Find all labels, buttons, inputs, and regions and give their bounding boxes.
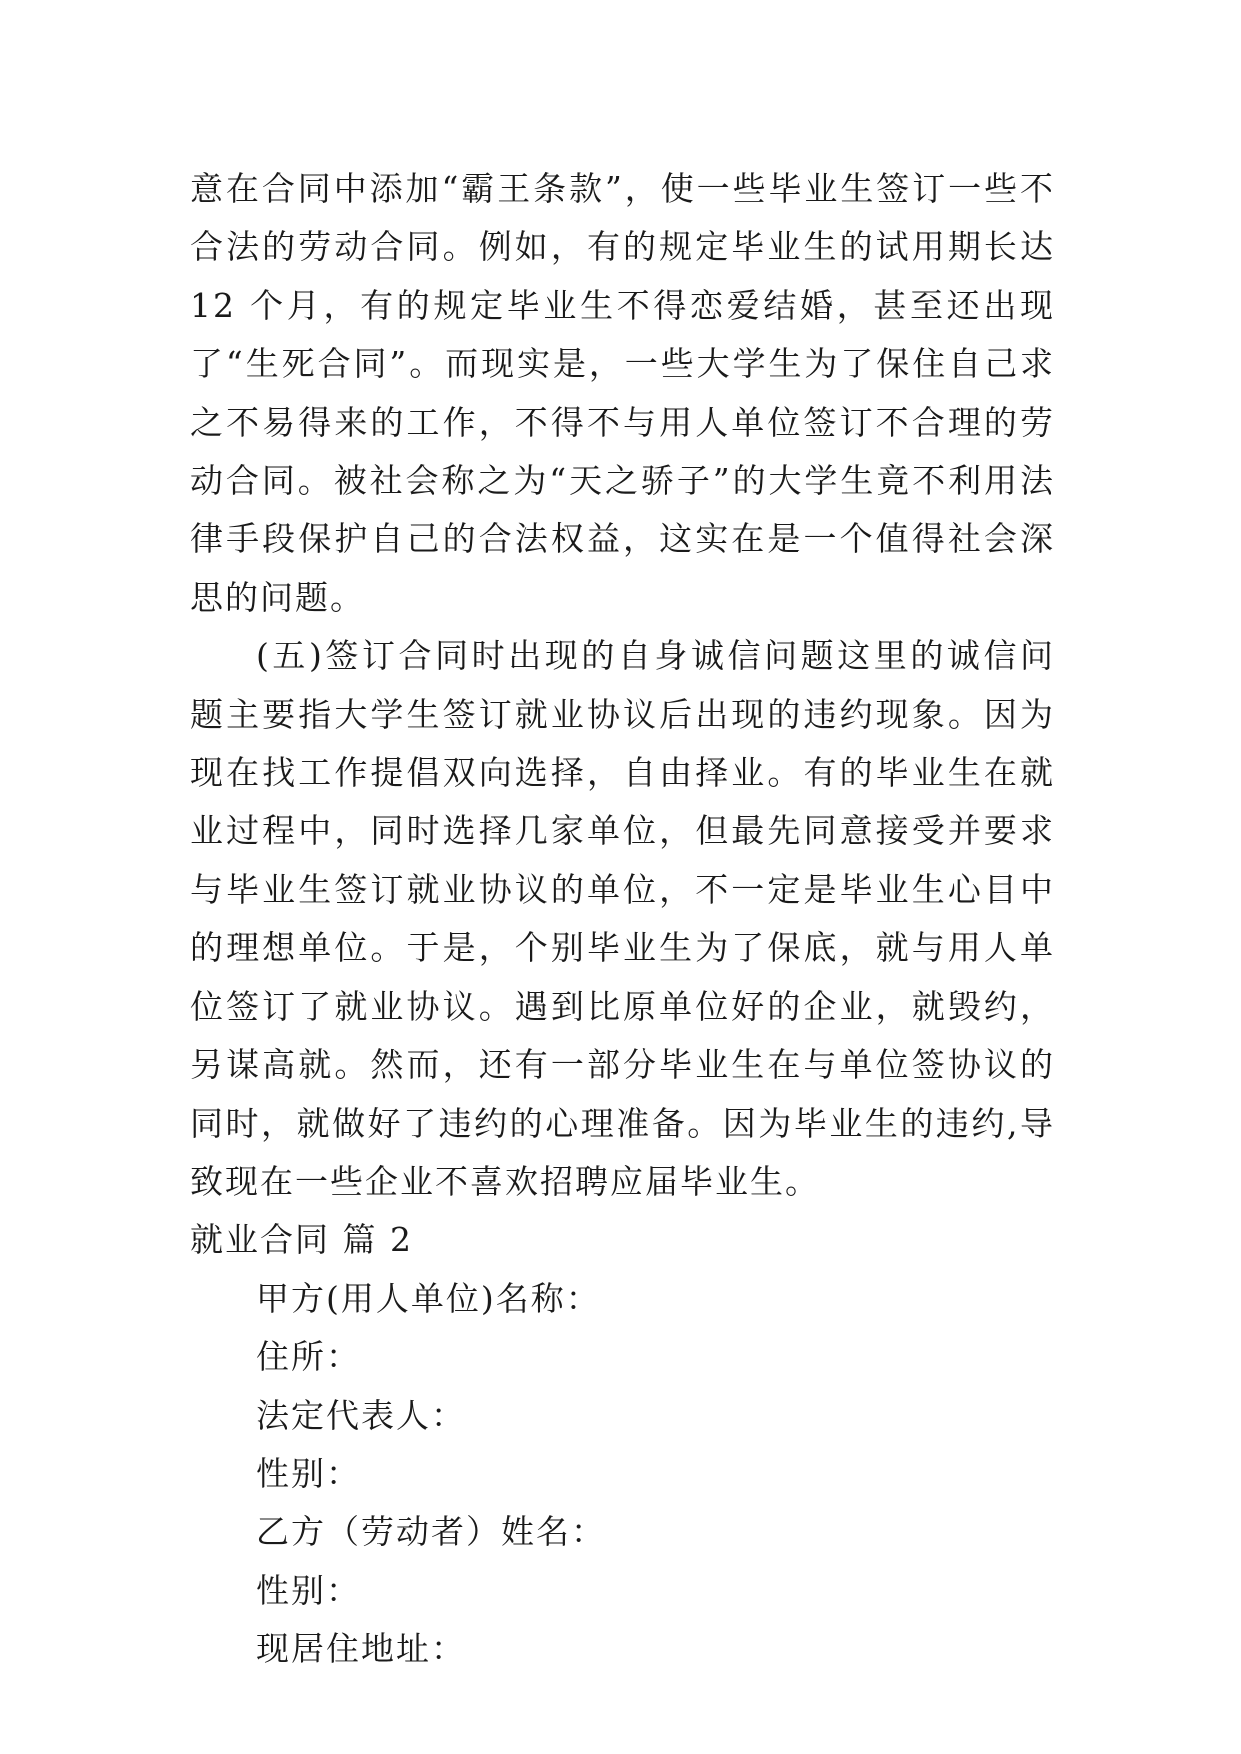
body-paragraph: 意在合同中添加“霸王条款”，使一些毕业生签订一些不合法的劳动合同。例如，有的规定毕业生的试用期长达 12 个月，有的规定毕业生不得恋爱结婚，甚至还出现了“生死合同”。而现实是，一些大学生为了保住自己求之不易得来的工作，不得不与用人单位签订不合理的劳动合同。被社会称之为“天之骄子”的大学生竟不利用法律手段保护自己的合法权益，这实在是一个值得社会深思的问题。	[190, 169, 1055, 617]
form-field-label: 乙方（劳动者）姓名：	[256, 1512, 606, 1552]
document-page	[190, 160, 1055, 1679]
form-field-label: 性别：	[256, 1453, 361, 1493]
form-field-label: 现居住地址：	[256, 1629, 466, 1669]
body-paragraph: (五)签订合同时出现的自身诚信问题这里的诚信问题主要指大学生签订就业协议后出现的违约现象。因为现在找工作提倡双向选择，自由择业。有的毕业生在就业过程中，同时选择几家单位，但最先同意接受并要求与毕业生签订就业协议的单位，不一定是毕业生心目中的理想单位。于是，个别毕业生为了保底，就与用人单位签订了就业协议。遇到比原单位好的企业，就毁约，另谋高就。然而，还有一部分毕业生在与单位签协议的同时，就做好了违约的心理准备。因为毕业生的违约,导致现在一些企业不喜欢招聘应届毕业生。	[190, 636, 1055, 1201]
form-field-label: 法定代表人：	[256, 1395, 466, 1435]
section-heading: 就业合同 篇 2	[190, 1220, 413, 1260]
form-field-label: 性别：	[256, 1570, 361, 1610]
form-field-label: 甲方(用人单位)名称：	[256, 1278, 601, 1318]
form-field-label: 住所：	[256, 1337, 361, 1377]
